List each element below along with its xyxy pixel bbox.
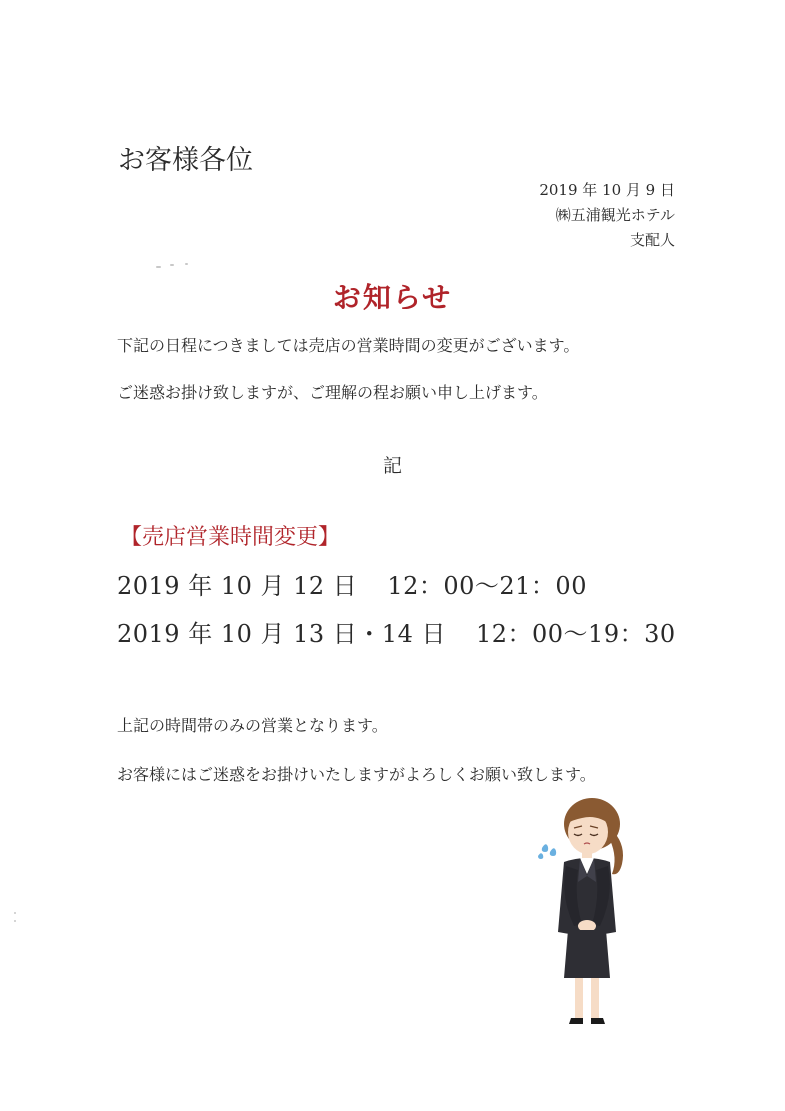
footer-line-2: お客様にはご迷惑をお掛けいたしますがよろしくお願い致します。 [117, 765, 596, 784]
footer-line-1: 上記の時間帯のみの営業となります。 [117, 716, 388, 735]
scan-speck [14, 920, 16, 922]
schedule-date: 2019 年 10 月 12 日 [117, 572, 358, 600]
scan-speck [170, 264, 174, 266]
schedule-time: 12：00〜21：00 [387, 572, 587, 600]
section-heading: 【売店営業時間変更】 [120, 525, 341, 550]
notice-title: お知らせ [332, 281, 453, 314]
company-name: ㈱五浦観光ホテル [555, 206, 675, 224]
scan-speck [185, 263, 188, 265]
salutation: お客様各位 [118, 145, 253, 176]
ki-marker: 記 [382, 455, 402, 477]
sweat-drops-icon [538, 844, 556, 859]
schedule-date: 2019 年 10 月 13 日・14 日 [117, 620, 446, 648]
sender-position: 支配人 [629, 231, 675, 249]
body-line-1: 下記の日程につきましては売店の営業時間の変更がございます。 [117, 336, 580, 355]
schedule-row [117, 566, 587, 601]
sender-block [539, 178, 675, 253]
scan-speck [156, 266, 161, 268]
bowing-woman-apology-illustration [528, 792, 638, 1032]
body-line-2: ご迷惑お掛け致しますが、ご理解の程お願い申し上げます。 [117, 383, 548, 402]
scan-speck [14, 912, 16, 914]
notice-date: 2019 年 10 月 9 日 [539, 181, 675, 199]
schedule-time: 12：00〜19：30 [475, 620, 676, 648]
schedule-row [117, 614, 676, 649]
